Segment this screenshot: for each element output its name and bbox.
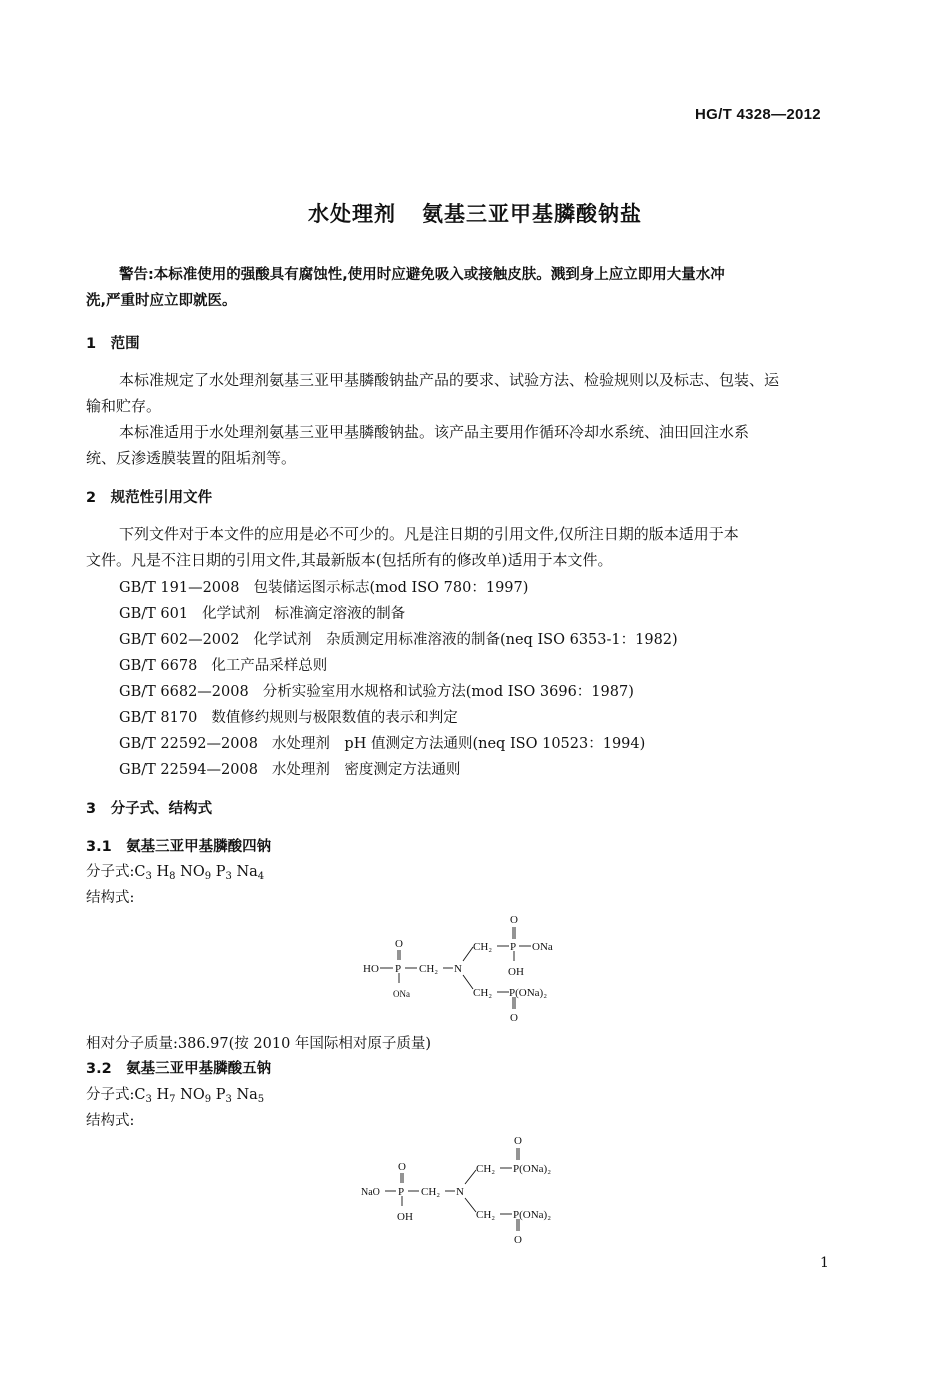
atom-ho: HO [363, 963, 379, 975]
formula-p: P [215, 864, 226, 880]
section32-heading: 3.2 氨基三亚甲基膦酸五钠 [86, 1061, 272, 1077]
formula-na: Na [236, 864, 258, 880]
standard-number: HG/T 4328—2012 [695, 106, 821, 123]
section1-heading: 1 范围 [86, 336, 140, 352]
formula-na-count: 4 [257, 871, 265, 882]
section2-intro-line1: 下列文件对于本文件的应用是必不可少的。凡是注日期的引用文件,仅所注日期的版本适用于本 [119, 525, 739, 543]
atom-ch2-upper: CH₂ [476, 1163, 496, 1175]
formula-h-count: 7 [169, 1094, 176, 1105]
atom-nao: NaO [361, 1187, 380, 1198]
atom-p-upper: P [510, 941, 517, 953]
atom-oh-below: OH [397, 1211, 413, 1223]
atom-p-ona2: P(ONa)₂ [509, 987, 548, 999]
section2-heading: 2 规范性引用文件 [86, 490, 213, 506]
atom-p-left: P [395, 963, 402, 975]
atom-o-bottom: O [514, 1234, 522, 1246]
reference-title: 数值修约规则与极限数值的表示和判定 [211, 710, 458, 726]
atom-oh: OH [508, 966, 524, 978]
reference-item [119, 628, 678, 649]
atom-ch2: CH₂ [421, 1186, 441, 1198]
atom-p-ona2-lower: P(ONa)₂ [513, 1209, 552, 1221]
section1-p2-line2: 统、反渗透膜装置的阻垢剂等。 [86, 449, 297, 467]
reference-code: GB/T 602—2002 [119, 632, 240, 648]
reference-item [119, 680, 634, 701]
reference-code: GB/T 6682—2008 [119, 684, 249, 700]
warning-line1: 警告:本标准使用的强酸具有腐蚀性,使用时应避免吸入或接触皮肤。溅到身上应立即用大量水冲 [119, 267, 725, 283]
atom-o-top-right: O [514, 1135, 522, 1147]
formula-label: 分子式: [86, 864, 135, 880]
section1-p2-line1: 本标准适用于水处理剂氨基三亚甲基膦酸钠盐。该产品主要用作循环冷却水系统、油田回注水系 [119, 423, 750, 441]
reference-item [119, 654, 327, 675]
section31-heading: 3.1 氨基三亚甲基膦酸四钠 [86, 839, 272, 855]
section1-p1-line1: 本标准规定了水处理剂氨基三亚甲基膦酸钠盐产品的要求、试验方法、检验规则以及标志、包装、运 [119, 371, 780, 389]
reference-title: 化学试剂 标准滴定溶液的制备 [202, 606, 406, 622]
formula-h: H [156, 1087, 170, 1103]
formula-p-count: 3 [225, 1094, 232, 1105]
section31-formula [86, 860, 264, 881]
formula-no: NO [180, 864, 205, 880]
reference-code: GB/T 6678 [119, 658, 198, 674]
reference-title: 水处理剂 pH 值测定方法通则(neq ISO 10523：1994) [271, 736, 646, 752]
formula-c-count: 3 [145, 1094, 152, 1105]
formula-c: C [134, 1087, 146, 1103]
structure-diagram-tetrasodium [355, 905, 595, 1030]
atom-n: N [454, 963, 462, 975]
bond [465, 1198, 476, 1212]
section2-intro-line2: 文件。凡是不注日期的引用文件,其最新版本(包括所有的修改单)适用于本文件。 [86, 551, 613, 569]
formula-no: NO [180, 1087, 205, 1103]
reference-title: 分析实验室用水规格和试验方法(mod ISO 3696：1987) [262, 684, 634, 700]
document-title [0, 198, 950, 228]
bond [463, 947, 473, 961]
atom-o-top-right: O [510, 914, 518, 926]
title-part1: 水处理剂 [308, 202, 396, 226]
atom-o-top-left: O [395, 938, 403, 950]
atom-n: N [456, 1186, 464, 1198]
formula-h-count: 8 [169, 871, 176, 882]
title-part2: 氨基三亚甲基膦酸钠盐 [422, 202, 642, 226]
atom-p-ona2-upper: P(ONa)₂ [513, 1163, 552, 1175]
reference-title: 化学试剂 杂质测定用标准溶液的制备(neq ISO 6353-1：1982) [253, 632, 678, 648]
reference-item [119, 758, 460, 779]
formula-na-count: 5 [257, 1094, 265, 1105]
formula-p-count: 3 [225, 871, 232, 882]
atom-o-top-left: O [398, 1161, 406, 1173]
structure-diagram-pentasodium [355, 1128, 595, 1253]
atom-ona: ONa [532, 941, 553, 953]
warning-line2: 洗,严重时应立即就医。 [86, 293, 237, 309]
atom-o-bottom: O [510, 1012, 518, 1024]
reference-title: 包装储运图示标志(mod ISO 780：1997) [253, 580, 529, 596]
reference-title: 化工产品采样总则 [211, 658, 328, 674]
formula-h: H [156, 864, 170, 880]
reference-code: GB/T 601 [119, 606, 189, 622]
formula-c: C [134, 864, 146, 880]
atom-ona-below: ONa [393, 989, 410, 999]
reference-code: GB/T 22594—2008 [119, 762, 258, 778]
atom-ch2: CH₂ [419, 963, 439, 975]
reference-item [119, 602, 405, 623]
section3-heading: 3 分子式、结构式 [86, 801, 213, 817]
formula-o-count: 9 [204, 871, 212, 882]
bond [465, 1170, 476, 1184]
section1-p1-line2: 输和贮存。 [86, 397, 162, 415]
page-number: 1 [820, 1255, 829, 1271]
formula-na: Na [236, 1087, 258, 1103]
section32-structure-label: 结构式: [86, 1113, 135, 1129]
reference-code: GB/T 22592—2008 [119, 736, 258, 752]
atom-ch2-lower: CH₂ [476, 1209, 496, 1221]
reference-item [119, 576, 528, 597]
formula-o-count: 9 [204, 1094, 212, 1105]
formula-p: P [215, 1087, 226, 1103]
reference-item [119, 706, 458, 727]
atom-p-left: P [398, 1186, 405, 1198]
section31-structure-label: 结构式: [86, 890, 135, 906]
reference-title: 水处理剂 密度测定方法通则 [271, 762, 461, 778]
reference-code: GB/T 8170 [119, 710, 198, 726]
reference-item [119, 732, 645, 753]
section31-molar-mass: 相对分子质量:386.97(按 2010 年国际相对原子质量) [86, 1036, 432, 1052]
atom-ch2-upper: CH₂ [473, 941, 493, 953]
formula-label: 分子式: [86, 1087, 135, 1103]
atom-ch2-lower: CH₂ [473, 987, 493, 999]
section32-formula [86, 1083, 264, 1104]
reference-code: GB/T 191—2008 [119, 580, 240, 596]
bond [463, 975, 473, 989]
formula-c-count: 3 [145, 871, 152, 882]
